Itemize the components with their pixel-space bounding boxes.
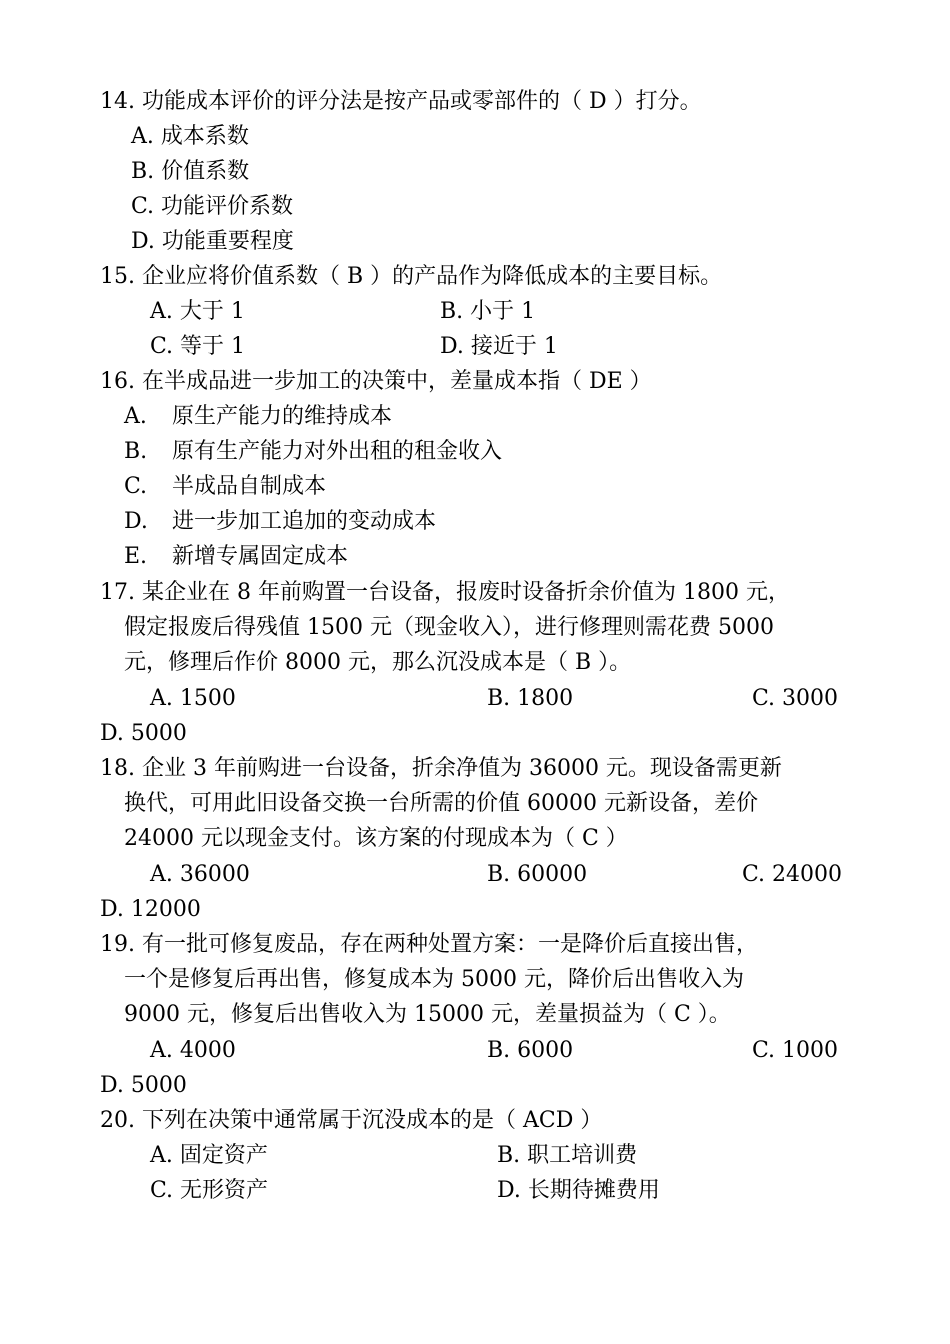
question-18-stem-line-3: 24000 元以现金支付。该方案的付现成本为（ C ） [124,826,628,851]
question-15-option-d: D. 接近于 1 [440,334,558,359]
question-18-option-a: A. 36000 [150,862,250,887]
question-16-stem: 16. 在半成品进一步加工的决策中，差量成本指（ DE ） [100,369,652,394]
question-19-stem-line-1: 19. 有一批可修复废品，存在两种处置方案：一是降价后直接出售， [100,932,758,957]
question-16-option-b-letter: B. [124,439,148,464]
question-17-option-b: B. 1800 [487,686,574,711]
question-15-option-c: C. 等于 1 [150,334,246,359]
question-16-option-d-letter: D. [124,509,148,534]
question-20-stem: 20. 下列在决策中通常属于沉没成本的是（ ACD ） [100,1108,603,1133]
question-16-option-b-text: 原有生产能力对外出租的租金收入 [172,439,503,464]
question-17-option-d: D. 5000 [100,721,187,746]
question-16-option-a-letter: A. [124,404,147,429]
question-17-stem-line-2: 假定报废后得残值 1500 元（现金收入），进行修理则需花费 5000 [124,615,774,640]
question-14-option-c: C. 功能评价系数 [131,194,294,219]
question-19-option-a: A. 4000 [150,1038,236,1063]
question-20-option-c: C. 无形资产 [150,1178,269,1203]
question-18-stem-line-1: 18. 企业 3 年前购进一台设备，折余净值为 36000 元。现设备需更新 [100,756,782,781]
question-18-stem-line-2: 换代，可用此旧设备交换一台所需的价值 60000 元新设备，差价 [124,791,758,816]
question-14-option-d: D. 功能重要程度 [131,229,294,254]
question-15-option-b: B. 小于 1 [440,299,536,324]
question-19-stem-line-3: 9000 元，修复后出售收入为 15000 元，差量损益为（ C ）。 [124,1002,731,1027]
question-17-stem-line-3: 元，修理后作价 8000 元，那么沉没成本是（ B ）。 [124,650,632,675]
question-16-option-a-text: 原生产能力的维持成本 [172,404,393,429]
question-16-option-c-text: 半成品自制成本 [172,474,327,499]
question-19-option-b: B. 6000 [487,1038,574,1063]
question-16-option-d-text: 进一步加工追加的变动成本 [172,509,437,534]
question-19-option-d: D. 5000 [100,1073,187,1098]
question-16-option-e-letter: E. [124,544,148,569]
question-16-option-e-text: 新增专属固定成本 [172,544,349,569]
question-20-option-b: B. 职工培训费 [497,1143,638,1168]
question-14-option-a: A. 成本系数 [131,124,249,149]
question-18-option-b: B. 60000 [487,862,588,887]
question-18-option-d: D. 12000 [100,897,201,922]
question-20-option-d: D. 长期待摊费用 [497,1178,660,1203]
question-20-option-a: A. 固定资产 [150,1143,268,1168]
question-15-option-a: A. 大于 1 [150,299,245,324]
question-14-stem: 14. 功能成本评价的评分法是按产品或零部件的（ D ）打分。 [100,89,702,114]
question-17-option-a: A. 1500 [150,686,236,711]
question-19-stem-line-2: 一个是修复后再出售，修复成本为 5000 元，降价后出售收入为 [124,967,744,992]
question-17-option-c: C. 3000 [752,686,839,711]
question-17-stem-line-1: 17. 某企业在 8 年前购置一台设备，报废时设备折余价值为 1800 元， [100,580,790,605]
question-16-option-c-letter: C. [124,474,148,499]
question-18-option-c: C. 24000 [742,862,843,887]
question-19-option-c: C. 1000 [752,1038,839,1063]
question-14-option-b: B. 价值系数 [131,159,250,184]
question-15-stem: 15. 企业应将价值系数（ B ）的产品作为降低成本的主要目标。 [100,264,723,289]
